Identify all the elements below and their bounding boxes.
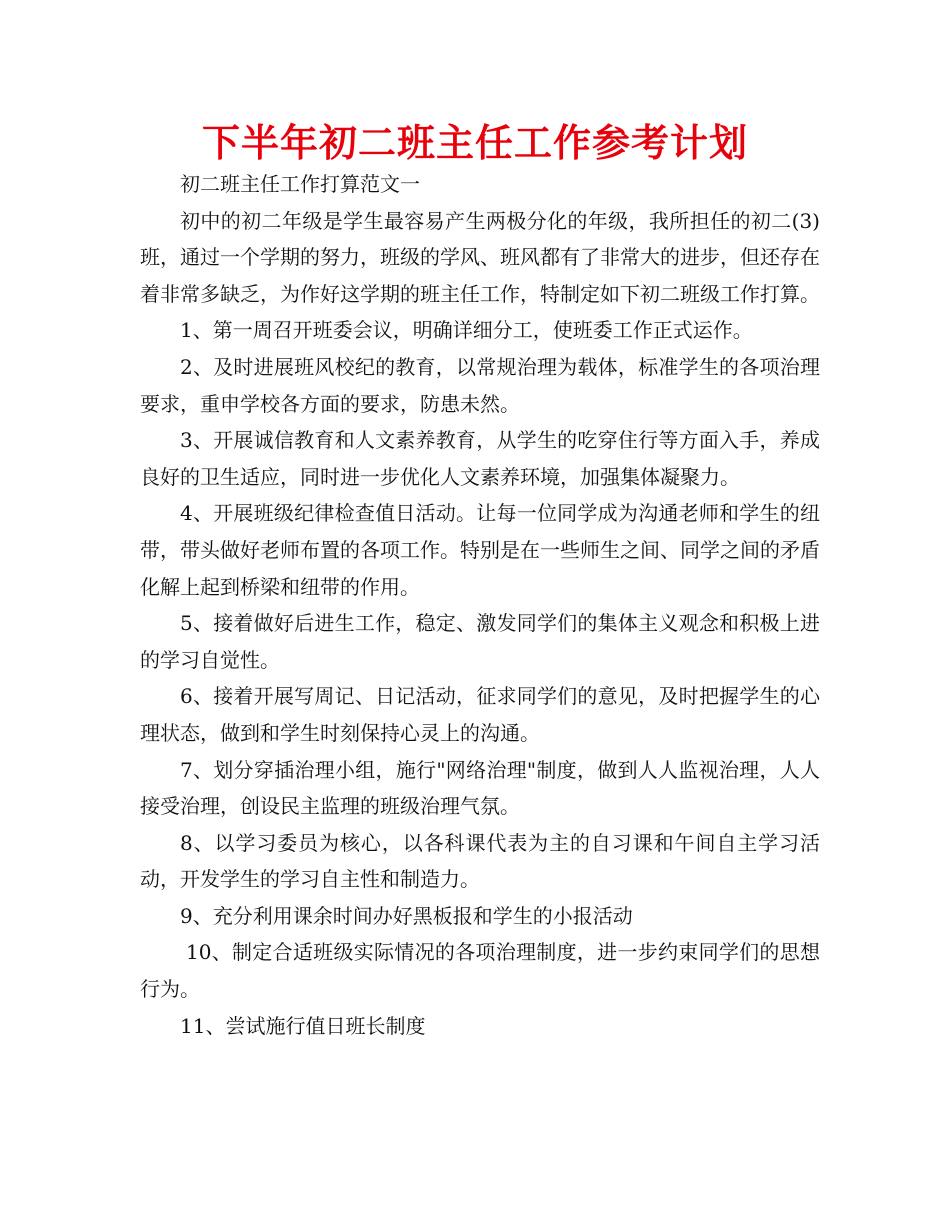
document-body [140,166,820,1044]
document-paragraph: 10、制定合适班级实际情况的各项治理制度，进一步约束同学们的思想行为。 [140,940,820,1002]
document-paragraph: 8、以学习委员为核心，以各科课代表为主的自习课和午间自主学习活动，开发学生的学习自主性和制造力。 [140,830,820,892]
document-paragraph: 7、划分穿插治理小组，施行"网络治理"制度，做到人人监视治理，人人接受治理，创设民主监理的班级治理气氛。 [140,757,820,819]
document-paragraph: 初中的初二年级是学生最容易产生两极分化的年级，我所担任的初二(3)班，通过一个学期的努力，班级的学风、班风都有了非常大的进步，但还存在着非常多缺乏，为作好这学期的班主任工作，特制定如下初二班级工作打算。 [140,208,820,306]
document-paragraph: 6、接着开展写周记、日记活动，征求同学们的意见，及时把握学生的心理状态，做到和学生时刻保持心灵上的沟通。 [140,684,820,745]
document-paragraph: 9、充分利用课余时间办好黑板报和学生的小报活动 [180,903,633,928]
document-paragraph: 初二班主任工作打算范文一 [180,172,420,196]
document-paragraph: 2、及时进展班风校纪的教育，以常规治理为载体，标准学生的各项治理要求，重申学校各方面的要求，防患未然。 [140,354,820,416]
document-paragraph: 1、第一周召开班委会议，明确详细分工，使班委工作正式运作。 [180,318,753,343]
document-paragraph: 11、尝试施行值日班长制度 [180,1013,426,1038]
document-paragraph: 4、开展班级纪律检查值日活动。让每一位同学成为沟通老师和学生的纽带，带头做好老师布置的各项工作。特别是在一些师生之间、同学之间的矛盾化解上起到桥梁和纽带的作用。 [140,501,820,599]
document-title: 下半年初二班主任工作参考计划 [201,121,748,165]
document-paragraph: 3、开展诚信教育和人文素养教育，从学生的吃穿住行等方面入手，养成良好的卫生适应，同时进一步优化人文素养环境，加强集体凝聚力。 [140,428,820,489]
document-paragraph: 5、接着做好后进生工作，稳定、激发同学们的集体主义观念和积极上进的学习自觉性。 [140,611,820,672]
